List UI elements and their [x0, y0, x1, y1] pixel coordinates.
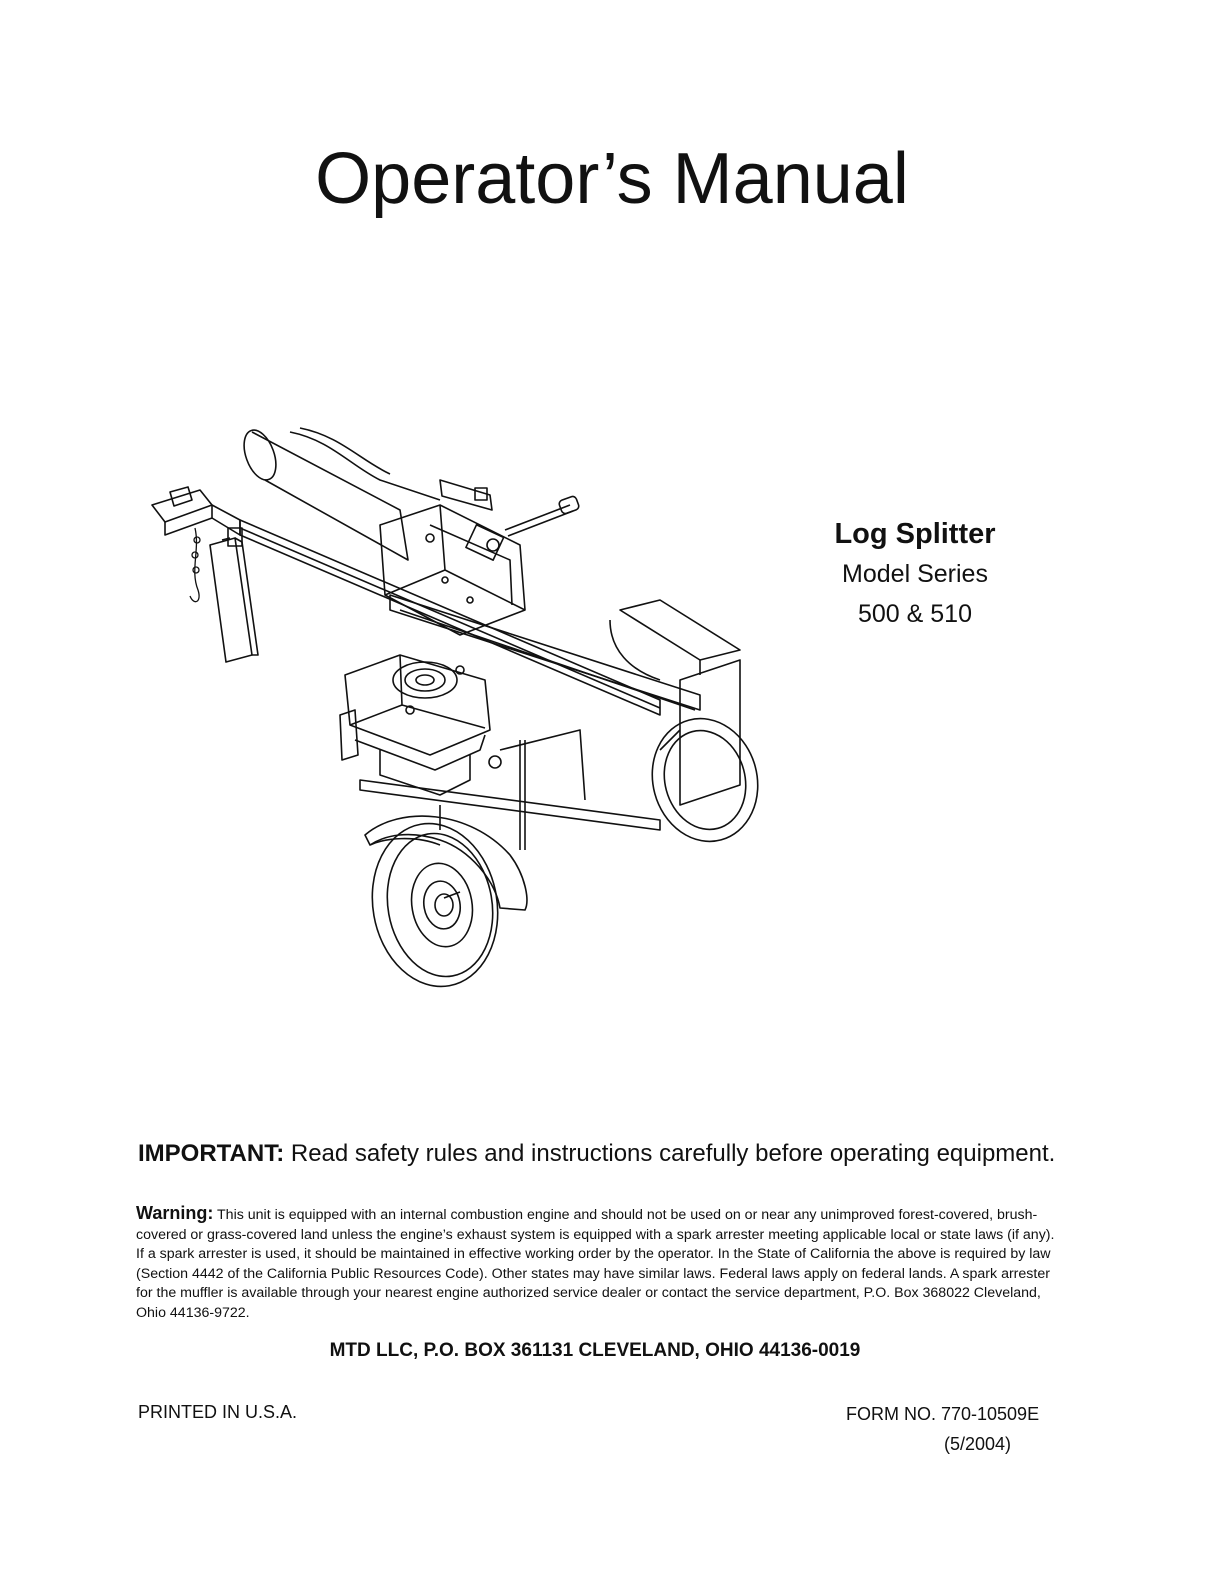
important-notice: [138, 1140, 1098, 1168]
important-label: IMPORTANT:: [138, 1140, 285, 1167]
form-number: FORM NO. 770-10509E: [846, 1404, 1040, 1424]
product-name: Log Splitter: [834, 518, 996, 550]
warning-paragraph: [136, 1204, 1056, 1324]
page-title: Operator’s Manual: [315, 139, 909, 219]
log-splitter-illustration: [140, 410, 780, 1000]
engine-drawing: [340, 655, 490, 795]
model-series-label: Model Series: [842, 560, 988, 588]
important-text: Read safety rules and instructions carefully before operating equipment.: [290, 1140, 1056, 1167]
rear-wheel-drawing: [639, 707, 772, 854]
warning-label: Warning:: [136, 1203, 214, 1223]
form-date: (5/2004): [944, 1434, 1012, 1454]
printed-in: PRINTED IN U.S.A.: [138, 1402, 298, 1422]
product-block: [790, 518, 1040, 637]
jack-stand-drawing: [210, 528, 258, 662]
frame-drawing: [360, 730, 660, 850]
warning-text: This unit is equipped with an internal combustion engine and should not be used on or near any unimproved forest-covered, brush-covered or grass-covered land unless the engine’s exhaust system is equipped with a spark arrester meeting applicable local or state laws (if any). If a spark arrester is used, it should be maintained in effective working order by the operator. In the State of California the above is required by law (Section 4442 of the California Public Resources Code). Other states may have similar laws. Federal laws apply on federal lands. A spark arrester for the muffler is available through your nearest engine authorized service dealer or contact the service department, P.O. Box 368022 Cleveland, Ohio 44136-9722.: [136, 1207, 1055, 1321]
wedge-assembly-drawing: [380, 480, 580, 635]
safety-chain-drawing: [190, 528, 200, 602]
fender-drawing: [365, 816, 527, 910]
company-address: MTD LLC, P.O. BOX 361131 CLEVELAND, OHIO 44136-0019: [329, 1340, 861, 1361]
model-numbers: 500 & 510: [858, 600, 972, 628]
